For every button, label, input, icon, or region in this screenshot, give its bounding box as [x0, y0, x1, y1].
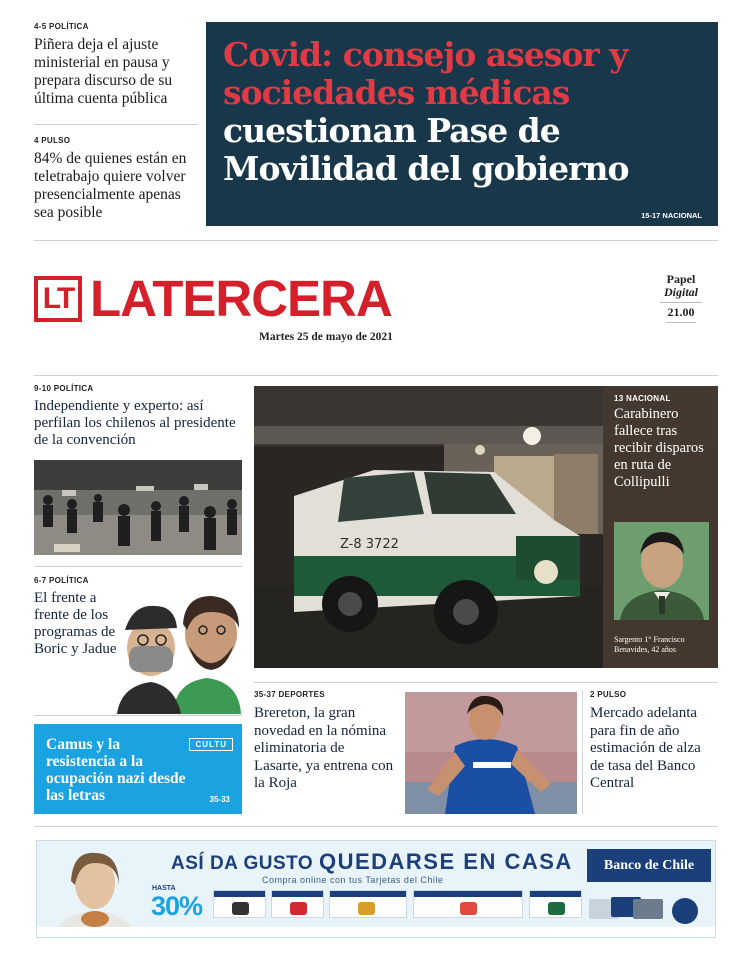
- caricature-icon: [115, 590, 243, 714]
- price-divider: [660, 302, 702, 303]
- brereton-story[interactable]: [254, 690, 396, 793]
- papel-label: Papel: [666, 272, 696, 286]
- woman-photo-icon: [37, 841, 147, 938]
- papel-digital-badge[interactable]: [656, 273, 706, 326]
- convencion-story[interactable]: [34, 384, 244, 449]
- ad-discount: 30%: [151, 891, 203, 921]
- officer-portrait: [614, 522, 709, 620]
- crowd-photo-icon: [34, 460, 242, 555]
- divider: [34, 566, 242, 567]
- price-label: 21.00: [667, 305, 695, 319]
- ad-headline-emph: QUEDARSE EN CASA: [318, 849, 573, 874]
- logo-wordmark[interactable]: LATERCERA: [90, 270, 392, 327]
- vehicle-plate-text: Z-8 3722: [340, 537, 399, 552]
- football-player-photo-icon: [405, 692, 577, 814]
- partner-logo[interactable]: [529, 890, 582, 918]
- partner-logo[interactable]: [271, 890, 324, 918]
- story-kicker: 4 PULSO: [34, 136, 71, 145]
- story-kicker: 4-5 POLÍTICA: [34, 22, 89, 31]
- story-headline: Mercado adelanta para fin de año estimación de alza de tasa del Banco Central: [590, 705, 701, 791]
- edition-date: Martes 25 de mayo de 2021: [259, 331, 393, 343]
- divider: [34, 715, 242, 716]
- partner-logo[interactable]: [213, 890, 266, 918]
- story-kicker: 6-7 POLÍTICA: [34, 576, 89, 585]
- story-kicker: 9-10 POLÍTICA: [34, 384, 94, 393]
- protest-photo[interactable]: [34, 460, 242, 555]
- covid-banner[interactable]: [206, 22, 718, 226]
- logo-mark[interactable]: LT: [34, 276, 82, 322]
- divider: [34, 124, 198, 125]
- culture-section-tag: CULTU: [189, 738, 233, 751]
- story-headline: Independiente y experto: así perfilan los chilenos al presidente de la convención: [34, 398, 236, 448]
- top-story-2[interactable]: [34, 136, 200, 222]
- divider: [34, 826, 718, 827]
- price-divider: [666, 322, 696, 323]
- story-kicker: 35-37 DEPORTES: [254, 690, 325, 699]
- covid-section: 15-17 NACIONAL: [641, 211, 702, 220]
- story-headline: 84% de quienes están en teletrabajo quiere volver presencialmente apenas sea posible: [34, 150, 187, 221]
- top-story-1[interactable]: [34, 22, 198, 108]
- vertical-divider: [582, 690, 583, 814]
- story-headline: Carabinero fallece tras recibir disparos en ruta de Collipulli: [614, 406, 704, 490]
- ad-hasta: HASTA: [152, 885, 176, 892]
- partner-logo[interactable]: [413, 890, 523, 918]
- partner-logo[interactable]: [329, 890, 407, 918]
- brereton-photo[interactable]: [405, 692, 577, 814]
- story-kicker: 2 PULSO: [590, 690, 627, 699]
- story-headline: Piñera deja el ajuste ministerial en pausa y prepara discurso de su última cuenta pública: [34, 36, 173, 107]
- ad-footer: [37, 927, 716, 937]
- camus-pages: 35-33: [209, 795, 230, 804]
- covid-headline-white: cuestionan Pase de Movilidad del gobierno: [223, 111, 629, 188]
- story-kicker: 13 NACIONAL: [614, 394, 671, 403]
- divider: [254, 682, 718, 683]
- camus-promo-box[interactable]: [34, 724, 242, 814]
- mercado-story[interactable]: [590, 690, 718, 793]
- ad-headline-prefix: ASÍ DA GUSTO: [171, 853, 314, 874]
- bank-logo[interactable]: Banco de Chile: [587, 849, 711, 882]
- divider: [34, 240, 718, 241]
- banco-chile-ad[interactable]: [36, 840, 716, 938]
- covid-headline-red: Covid: consejo asesor y sociedades médicas: [223, 35, 628, 112]
- ad-subline: Compra online con tus Tarjetas del Chile: [262, 875, 444, 885]
- divider: [34, 375, 718, 376]
- ad-headline: [171, 849, 573, 875]
- digital-label: Digital: [663, 285, 698, 299]
- carabinero-story[interactable]: [603, 386, 718, 668]
- story-headline: Brereton, la gran novedad en la nómina eliminatoria de Lasarte, ya entrena con la Roja: [254, 705, 394, 791]
- camus-text: Camus y la resistencia a la ocupación nazi desde las letras: [46, 736, 186, 804]
- story-headline: El frente a frente de los programas de Boric y Jadue: [34, 590, 117, 657]
- portrait-caption: Sargento 1° Francisco Benavides, 42 años: [614, 635, 685, 654]
- cards-icon: [589, 893, 699, 929]
- portrait-icon: [614, 522, 709, 620]
- boric-jadue-illustration: [115, 590, 243, 714]
